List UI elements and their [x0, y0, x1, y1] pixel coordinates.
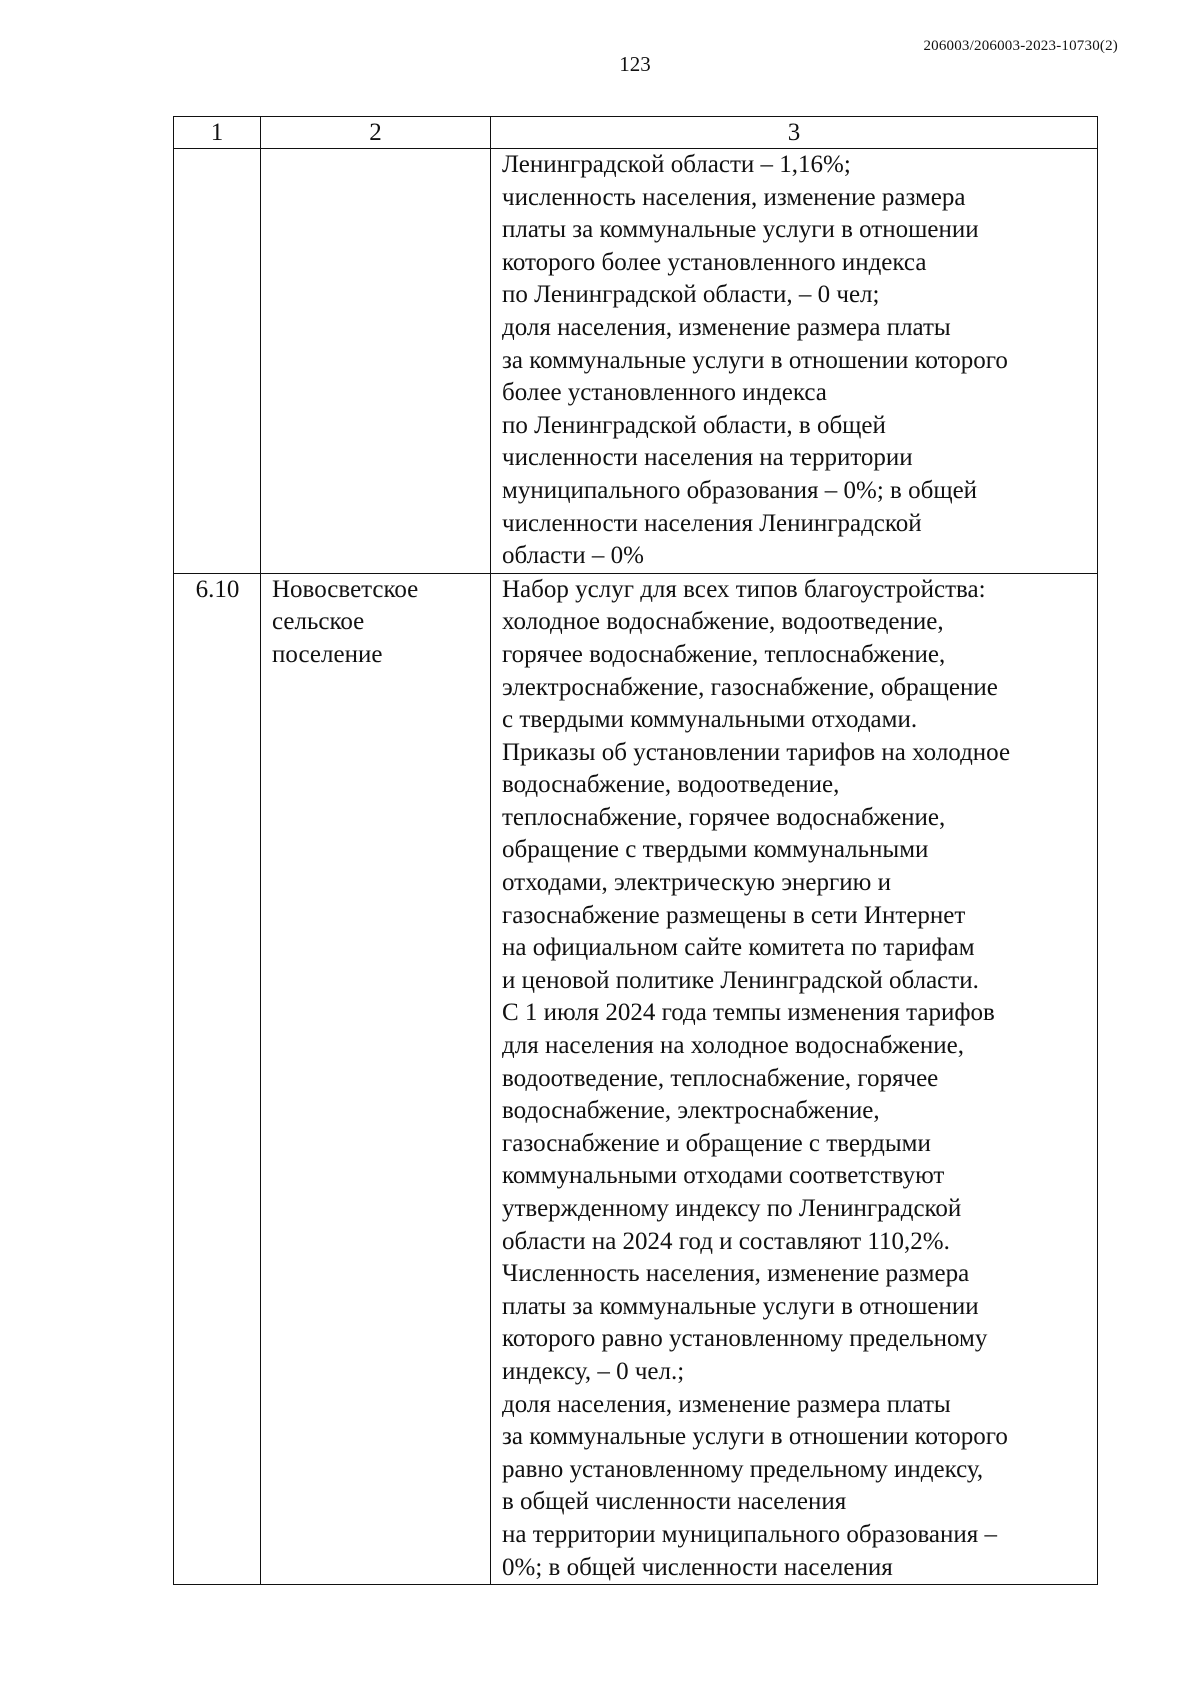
text-line: электроснабжение, газоснабжение, обращение	[502, 673, 998, 701]
row-name-cell-empty	[261, 149, 491, 574]
text-line: с твердыми коммунальными отходами.	[502, 706, 918, 734]
text-line: водоснабжение, электроснабжение,	[502, 1097, 880, 1125]
text-line: водоснабжение, водоотведение,	[502, 771, 840, 799]
text-line: которого равно установленному предельному	[502, 1325, 988, 1353]
name-line: Новосветское	[272, 575, 419, 603]
text-line: муниципального образования – 0%; в общей	[502, 476, 978, 504]
name-line: сельское	[272, 608, 365, 636]
text-line: коммунальными отходами соответствуют	[502, 1162, 945, 1190]
document-id: 206003/206003-2023-10730(2)	[923, 38, 1118, 54]
row-text-cell	[491, 149, 1098, 574]
data-table	[173, 116, 1098, 1585]
text-line: Численность населения, изменение размера	[502, 1260, 970, 1288]
table-header-row	[174, 117, 1098, 149]
text-line: теплоснабжение, горячее водоснабжение,	[502, 803, 946, 831]
page-number: 123	[619, 52, 651, 76]
text-line: Набор услуг для всех типов благоустройства:	[502, 575, 986, 603]
text-line: на территории муниципального образования –	[502, 1520, 998, 1548]
text-line: газоснабжение размещены в сети Интернет	[502, 901, 966, 929]
text-line: для населения на холодное водоснабжение,	[502, 1032, 965, 1060]
row-text-cell	[491, 573, 1098, 1584]
table-row-continuation	[174, 149, 1098, 574]
row-number-cell-empty	[174, 149, 261, 574]
text-line: численность населения, изменение размера	[502, 183, 966, 211]
text-line: на официальном сайте комитета по тарифам	[502, 934, 975, 962]
table-row-6-10	[174, 573, 1098, 1584]
text-line: области на 2024 год и составляют 110,2%.	[502, 1227, 950, 1255]
text-line: водоотведение, теплоснабжение, горячее	[502, 1064, 939, 1092]
name-line: поселение	[272, 640, 383, 668]
text-line: доля населения, изменение размера платы	[502, 313, 951, 341]
row-number-cell: 6.10	[174, 573, 261, 1584]
text-line: в общей численности населения	[502, 1488, 847, 1516]
text-line: платы за коммунальные услуги в отношении	[502, 216, 979, 244]
text-line: обращение с твердыми коммунальными	[502, 836, 929, 864]
text-line: численности населения Ленинградской	[502, 509, 922, 537]
column-header-2: 2	[261, 117, 491, 149]
text-line: холодное водоснабжение, водоотведение,	[502, 608, 944, 636]
text-line: отходами, электрическую энергию и	[502, 869, 891, 897]
text-line: платы за коммунальные услуги в отношении	[502, 1292, 979, 1320]
column-header-1: 1	[174, 117, 261, 149]
row-name-cell	[261, 573, 491, 1584]
text-line: по Ленинградской области, в общей	[502, 411, 886, 439]
column-header-3: 3	[491, 117, 1098, 149]
text-line: индексу, – 0 чел.;	[502, 1357, 685, 1385]
text-line: области – 0%	[502, 542, 644, 570]
text-line: численности населения на территории	[502, 444, 913, 472]
text-line: доля населения, изменение размера платы	[502, 1390, 951, 1418]
text-line: С 1 июля 2024 года темпы изменения тарифов	[502, 999, 995, 1027]
text-line: и ценовой политике Ленинградской области.	[502, 966, 979, 994]
text-line: Приказы об установлении тарифов на холодное	[502, 738, 1011, 766]
text-line: более установленного индекса	[502, 379, 827, 407]
text-line: утвержденному индексу по Ленинградской	[502, 1195, 962, 1222]
text-line: 0%; в общей численности населения	[502, 1553, 893, 1581]
text-line: за коммунальные услуги в отношении которого	[502, 1423, 1008, 1451]
text-line: Ленинградской области – 1,16%;	[502, 151, 851, 178]
text-line: которого более установленного индекса	[502, 248, 927, 276]
text-line: равно установленному предельному индексу,	[502, 1455, 984, 1483]
text-line: горячее водоснабжение, теплоснабжение,	[502, 640, 946, 668]
text-line: газоснабжение и обращение с твердыми	[502, 1129, 931, 1157]
text-line: по Ленинградской области, – 0 чел;	[502, 281, 880, 309]
text-line: за коммунальные услуги в отношении которого	[502, 346, 1008, 374]
